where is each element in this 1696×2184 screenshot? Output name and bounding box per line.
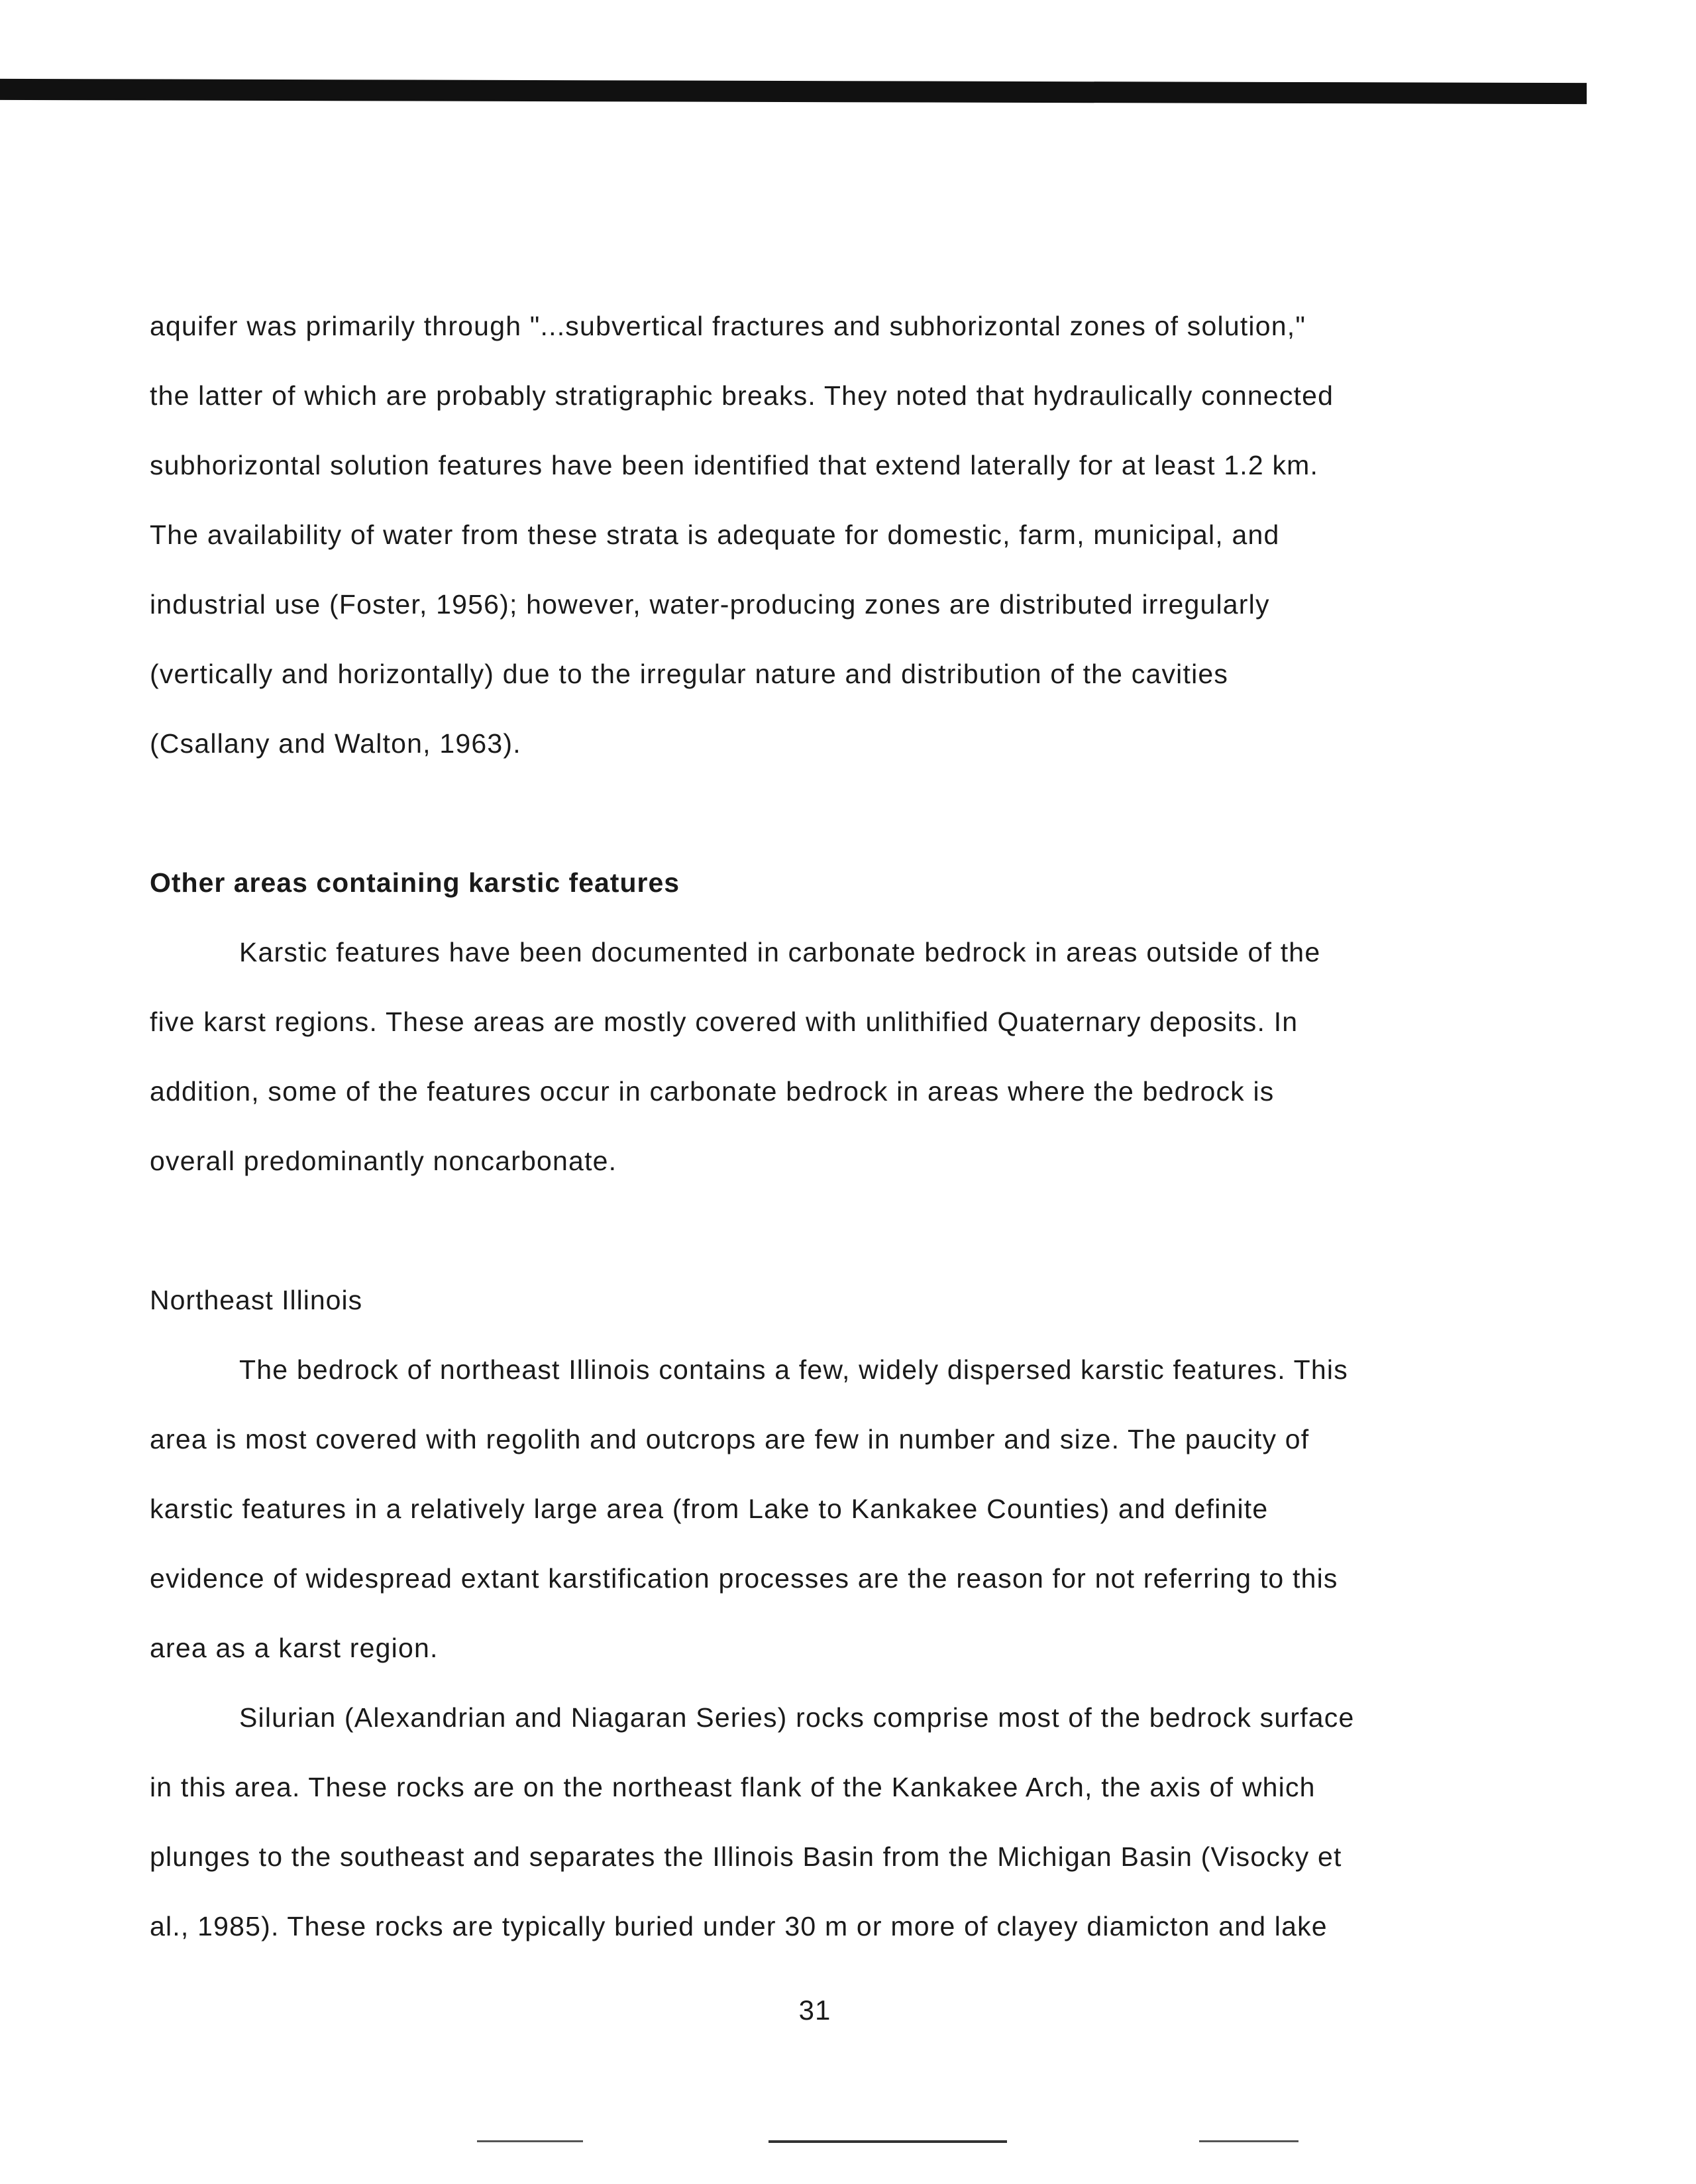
subsection-heading: Northeast Illinois xyxy=(150,1285,363,1315)
paragraph-silurian xyxy=(150,1683,1475,1961)
text-line: addition, some of the features occur in carbonate bedrock in areas where the bedrock is xyxy=(150,1076,1275,1107)
text-line: the latter of which are probably stratigraphic breaks. They noted that hydraulically connected xyxy=(150,380,1334,411)
paragraph-aquifer xyxy=(150,292,1475,779)
text-line: aquifer was primarily through "...subvertical fractures and subhorizontal zones of solution," xyxy=(150,311,1306,341)
text-line: Silurian (Alexandrian and Niagaran Series) rocks comprise most of the bedrock surface xyxy=(239,1702,1355,1733)
text-line: al., 1985). These rocks are typically buried under 30 m or more of clayey diamicton and lake xyxy=(150,1911,1328,1941)
bottom-scan-marks xyxy=(477,2140,1338,2146)
text-line: in this area. These rocks are on the northeast flank of the Kankakee Arch, the axis of which xyxy=(150,1772,1316,1802)
spacer xyxy=(150,1196,1475,1266)
paragraph-northeast-illinois xyxy=(150,1335,1475,1683)
section-heading: Other areas containing karstic features xyxy=(150,867,680,898)
text-line: area as a karst region. xyxy=(150,1633,439,1663)
page-number: 31 xyxy=(798,1994,831,2026)
text-line: (Csallany and Walton, 1963). xyxy=(150,728,521,759)
spacer xyxy=(150,779,1475,848)
text-line: karstic features in a relatively large area (from Lake to Kankakee Counties) and definite xyxy=(150,1494,1269,1524)
top-border-bar xyxy=(0,79,1587,104)
text-line: The availability of water from these strata is adequate for domestic, farm, municipal, and xyxy=(150,519,1280,550)
text-line: area is most covered with regolith and outcrops are few in number and size. The paucity of xyxy=(150,1424,1310,1454)
text-line: The bedrock of northeast Illinois contains a few, widely dispersed karstic features. This xyxy=(239,1354,1348,1385)
text-line: overall predominantly noncarbonate. xyxy=(150,1146,617,1176)
document-body xyxy=(150,292,1475,1961)
paragraph-other-areas xyxy=(150,918,1475,1196)
scan-mark xyxy=(477,2140,583,2142)
text-line: evidence of widespread extant karstification processes are the reason for not referring to this xyxy=(150,1563,1338,1594)
text-line: Karstic features have been documented in carbonate bedrock in areas outside of the xyxy=(239,937,1321,967)
text-line: industrial use (Foster, 1956); however, water-producing zones are distributed irregularly xyxy=(150,589,1270,620)
scan-mark xyxy=(1199,2140,1298,2142)
scan-mark xyxy=(768,2140,1007,2143)
text-line: (vertically and horizontally) due to the irregular nature and distribution of the cavities xyxy=(150,659,1229,689)
text-line: five karst regions. These areas are mostly covered with unlithified Quaternary deposits. In xyxy=(150,1007,1298,1037)
text-line: plunges to the southeast and separates the Illinois Basin from the Michigan Basin (Visocky et xyxy=(150,1841,1342,1872)
text-line: subhorizontal solution features have been identified that extend laterally for at least 1.2 km. xyxy=(150,450,1319,480)
